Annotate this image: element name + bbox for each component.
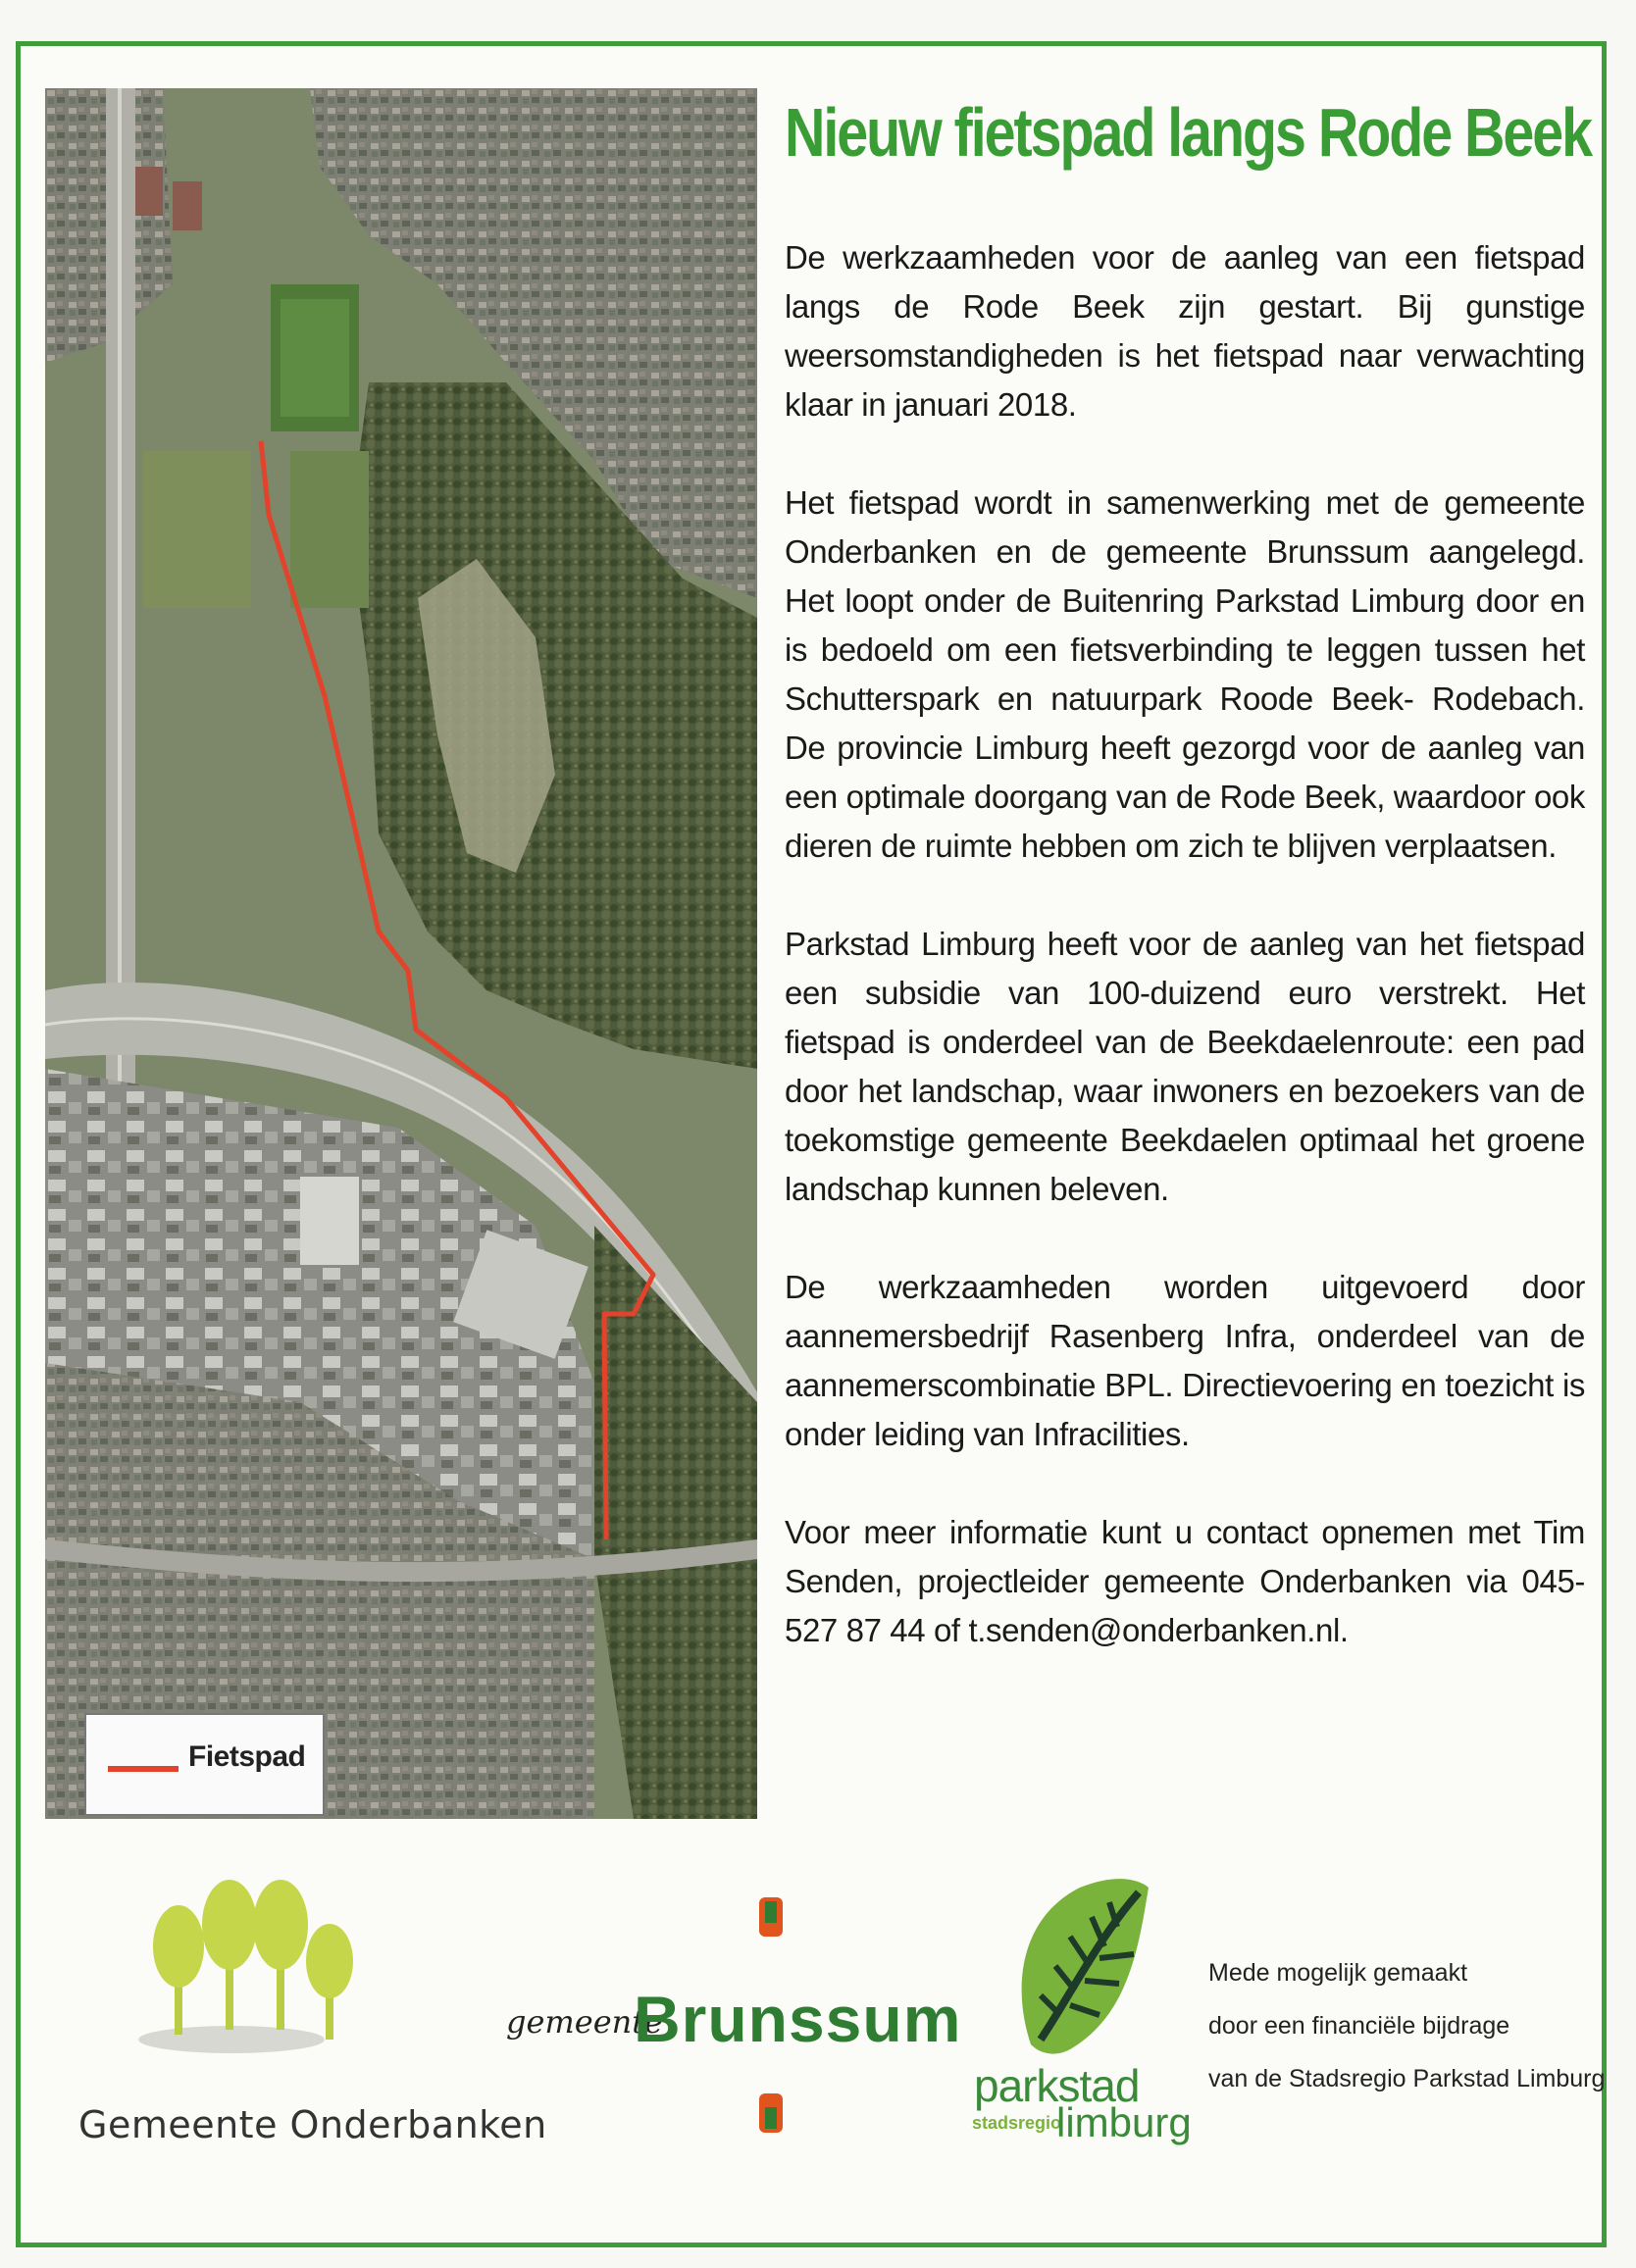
brunssum-logo: [506, 1897, 962, 2152]
legend-label: Fietspad: [188, 1740, 306, 1773]
map-legend: [84, 1713, 325, 1816]
paragraph: Het fietspad wordt in samenwerking met de gemeente Onderbanken en de gemeente Brunssum aangelegd. Het loopt onder de Buitenring Parkstad Limburg door en is bedoeld om een fietsverbinding te leggen tussen het Schutterspark en natuurpark Roode Beek- Rodebach. De provincie Limburg heeft gezorgd voor de aanleg van een optimale doorgang van de Rode Beek, waardoor ook dieren de ruimte hebben om zich te blijven verplaatsen.: [785, 484, 1585, 864]
legend-route-swatch: [108, 1766, 179, 1772]
credit-line: van de Stadsregio Parkstad Limburg: [1208, 2065, 1606, 2092]
aerial-map: [45, 88, 757, 1819]
article-body: [785, 233, 1585, 1704]
paragraph: De werkzaamheden worden uitgevoerd door aannemersbedrijf Rasenberg Infra, onderdeel van de aannemerscombinatie BPL. Directievoering en toezicht is onder leiding van Infracilities.: [785, 1269, 1585, 1452]
credit-line: door een financiële bijdrage: [1208, 2012, 1510, 2040]
credit-line: Mede mogelijk gemaakt: [1208, 1959, 1468, 1987]
logo-row: [16, 1868, 1607, 2152]
article-title: Nieuw fietspad langs Rode Beek: [785, 94, 1592, 171]
brunssum-name: Brunssum: [634, 1983, 962, 2055]
paragraph: De werkzaamheden voor de aanleg van een fietspad langs de Rode Beek zijn gestart. Bij gunstige weersomstandigheden is het fietspad naar verwachting klaar in januari 2018.: [785, 239, 1585, 423]
parkstad-word: parkstad: [974, 2060, 1140, 2111]
shield-icon: [759, 1897, 783, 1940]
parkstad-logo: [962, 1868, 1192, 2152]
limburg-word: limburg: [1056, 2099, 1192, 2145]
stadsregio-word: stadsregio: [972, 2113, 1062, 2133]
onderbanken-logo: [35, 1868, 547, 2152]
funding-credit: [1208, 1946, 1606, 2105]
shield-icon: [759, 2093, 783, 2137]
trees-icon: [133, 1868, 428, 2084]
leaf-icon: [1001, 1868, 1158, 2064]
map-graphic: [45, 88, 757, 1819]
onderbanken-name: Gemeente Onderbanken: [78, 2103, 547, 2146]
paragraph: Parkstad Limburg heeft voor de aanleg van het fietspad een subsidie van 100-duizend euro verstrekt. Het fietspad is onderdeel van de Beekdaelenroute: een pad door het landschap, waar inwoners en bezoekers van de toekomstige gemeente Beekdaelen optimaal het groene landschap kunnen beleven.: [785, 926, 1585, 1207]
paragraph: Voor meer informatie kunt u contact opnemen met Tim Senden, projectleider gemeente Onderbanken via 045-527 87 44 of t.senden@onderbanken.nl.: [785, 1514, 1585, 1648]
brunssum-prefix: gemeente: [506, 2003, 664, 2041]
